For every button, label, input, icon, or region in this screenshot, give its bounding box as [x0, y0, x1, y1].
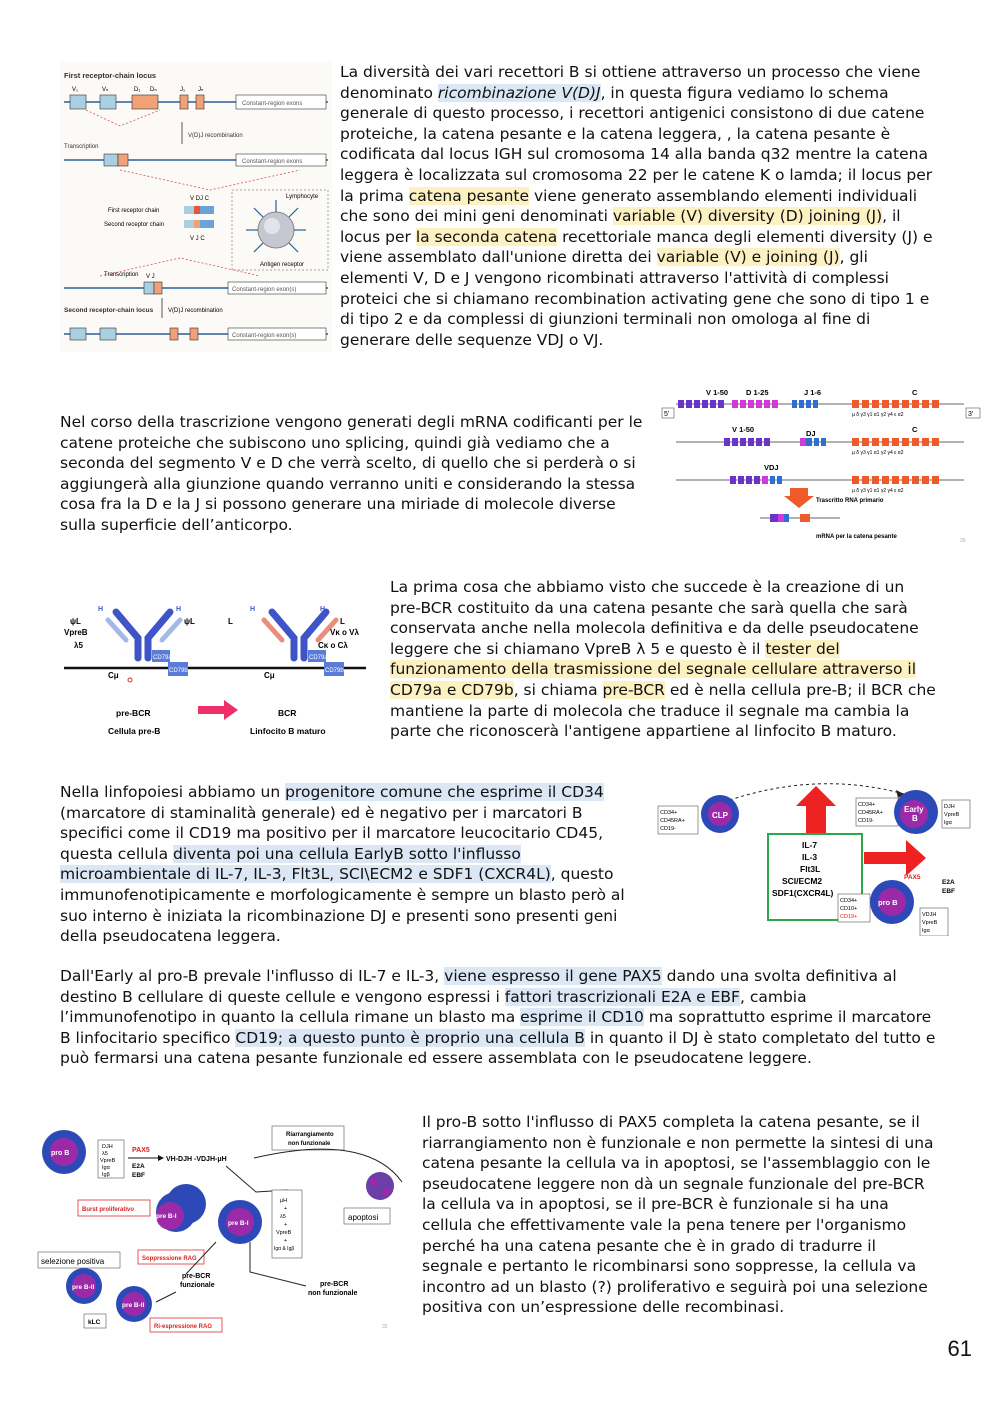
c-segment-label: C: [912, 388, 918, 397]
constant2-label: Constant-region exon(s): [232, 287, 297, 293]
p4-highlight-earlyb: diventa poi una cellula EarlyB sotto l'influsso microambientale di IL-7, IL-3, Flt3L, SCI\ECM2 e SDF1 (CXCR4L): [60, 844, 551, 884]
prob-label-fig5: pro B: [51, 1150, 70, 1157]
page-number: 61: [947, 1336, 972, 1361]
c-genes-label-3: µ δ γ3 γ1 α1 γ2 γ4 ε α2: [852, 488, 904, 494]
p1-text-c: viene generato assemblando elementi individuali che sono dei mini geni denominati: [340, 186, 918, 226]
factor-2: IL-3: [802, 852, 818, 862]
p1-highlight-vdj: ricombinazione V(D)J: [437, 83, 601, 102]
p1-text-a: La diversità dei vari recettori B si ottiene attraverso un processo che viene denominato: [340, 63, 921, 102]
selezione-label: selezione positiva: [41, 1257, 105, 1266]
cd79b-label-2: CD79b: [325, 668, 344, 674]
p4-highlight-progenitore: progenitore comune che esprime il CD34: [285, 783, 604, 801]
constant-label-2: Constant-region exons: [242, 159, 303, 165]
p4-text-b: (marcatore di staminalità generale) ed è negativo per i marcatori B specifici come il CD19 ma positivo per il marcatore leucocitario CD45, questa cellula: [60, 803, 603, 863]
antigen-receptor-label: Antigen receptor: [260, 262, 305, 268]
fig5-gene-3: VpreB: [100, 1158, 116, 1164]
p5-highlight-cd10: esprime il CD10: [520, 1008, 644, 1027]
vjc-label: V J C: [190, 236, 205, 242]
transcription-label: Transcription: [64, 144, 99, 150]
early-label-1: Early: [904, 805, 924, 814]
dj-label: DJ: [806, 429, 816, 438]
pax5-label: PAX5: [904, 874, 921, 881]
p5-highlight-cd19: CD19; a questo punto è proprio una cellula B: [235, 1028, 585, 1047]
l-label-2: L: [340, 617, 345, 626]
h-label-3: H: [250, 606, 256, 613]
fig5-gene-5: Igβ: [102, 1172, 110, 1178]
ebf-label-fig5: EBF: [132, 1172, 145, 1179]
pax5-label-fig5: PAX5: [132, 1147, 150, 1154]
vpreb-label: VpreB: [64, 628, 88, 637]
d1-label: D₁: [134, 87, 141, 93]
p4-text-c: , questo immunofenotipicamente e morfologicamente è sempre un blasto però al suo interno è iniziata la ricombinazione DJ e presenti sono presenti geni della pseudocatena leggera.: [60, 865, 625, 946]
prebcell-label: Cellula pre-B: [108, 726, 161, 736]
ebf-label: EBF: [942, 888, 955, 895]
prebcr-f-1: pre-BCR: [182, 1273, 211, 1280]
clp-label: CLP: [712, 811, 728, 820]
early-marker-3: CD19-: [858, 818, 874, 824]
cmu-label-2: Cμ: [264, 671, 275, 680]
cd79a-label-2: CD79a: [309, 655, 328, 661]
v-segment-label-2: V 1-50: [732, 425, 755, 434]
prob-marker-3: CD19+: [840, 914, 858, 920]
fig5-gene-4: Igα: [102, 1165, 110, 1171]
p5-text-a: Dall'Early al pro-B prevale l'influsso di IL-7 e IL-3,: [60, 967, 445, 985]
prob-gene-2: VpreB: [922, 920, 938, 926]
prob-marker-1: CD34+: [840, 898, 858, 904]
ck-label: Cκ o Cλ: [318, 641, 348, 650]
chain-label: VH-DJH -VDJH-μH: [166, 1156, 227, 1163]
chain-comp-7: Igα & Igβ: [274, 1246, 295, 1252]
five-prime-label: 5': [664, 411, 670, 418]
p1-highlight-vj-segments: variable (V) e joining (J): [656, 248, 840, 267]
constant2-label-2: Constant-region exon(s): [232, 333, 297, 339]
early-gene-3: Igα: [944, 820, 952, 826]
lambda5-label: λ5: [74, 641, 83, 650]
p5-highlight-pax5: viene espresso il gene PAX5: [444, 967, 662, 985]
p5-text-b: dando una svolta definitiva al destino B cellulare di queste cellule e vengono espressi i: [60, 967, 897, 1006]
slide-number-2: 32: [382, 1324, 388, 1330]
lymphocyte-label: Lymphocyte: [286, 194, 319, 200]
second-locus-label: Second receptor-chain locus: [64, 307, 154, 314]
p3-text-a: La prima cosa che abbiamo visto che succede è la creazione di un pre-BCR costituito da una catena pesante che sarà quella che sarà conservata anche nella molecola definitiva e da delle pseudocatene leggere che si chiamano VpreB λ 5 e questo è il: [390, 578, 919, 658]
prebi-label-2: pre B-I: [228, 1220, 249, 1227]
l-label-1: L: [228, 617, 233, 626]
clp-marker-1: CD34+: [660, 810, 678, 816]
e2a-label-fig5: E2A: [132, 1163, 145, 1170]
prebcr-bcr-figure: [60, 598, 372, 744]
paragraph-prebcr: [390, 577, 938, 742]
factor-4: SCI/ECM2: [782, 876, 823, 886]
p3-highlight-prebcr: pre-BCR: [602, 680, 665, 699]
mrna-label: mRNA per la catena pesante: [816, 534, 897, 540]
cd79b-label-1: CD79b: [169, 668, 188, 674]
c-genes-label-2: µ δ γ3 γ1 α1 γ2 γ4 ε α2: [852, 450, 904, 456]
c-segment-label-2: C: [912, 425, 918, 434]
prebii-label-1: pre B-II: [72, 1284, 95, 1291]
p5-text-e: in quanto il DJ è stato completato del tutto e può fermarsi una catena pesante funzionale ed essere assemblata con le pseudocatene leggere.: [60, 1028, 936, 1068]
h-label-4: H: [320, 606, 326, 613]
vj-recomb-label: V(D)J recombination: [168, 308, 223, 314]
apoptosi-label: apoptosi: [348, 1213, 379, 1222]
riespressione-label: Ri-espressione RAG: [154, 1324, 213, 1330]
transcription-label-2: Transcription: [104, 272, 139, 278]
prebii-label-2: pre B-II: [122, 1302, 145, 1309]
prob-marker-2: CD10+: [840, 906, 858, 912]
three-prime-label: 3': [968, 411, 974, 418]
vdjc-label: V DJ C: [190, 196, 210, 202]
prebcr-label: pre-BCR: [116, 708, 151, 718]
primary-transcript-label: Trascritto RNA primario: [816, 498, 884, 504]
h-label-1: H: [98, 606, 104, 613]
psil-label-1: ψL: [70, 617, 81, 626]
vk-label: Vκ o Vλ: [330, 628, 359, 637]
paragraph-vdj-recombination: [340, 62, 938, 350]
chain-comp-5: VpreB: [276, 1230, 292, 1236]
chain-comp-2: +: [284, 1206, 288, 1212]
p5-text-c: , cambia l’immunofenotipo in quanto la cellula rimane un blasto ma: [60, 987, 807, 1027]
chain-comp-6: +: [284, 1238, 288, 1244]
p5-highlight-e2a-ebf: fattori trascrizionali E2A e EBF: [504, 987, 740, 1006]
paragraph-linfopoiesi: [60, 782, 648, 947]
factor-1: IL-7: [802, 840, 818, 850]
p1-highlight-vdj-segments: variable (V) diversity (D) joining (J): [612, 207, 883, 226]
second-chain-label: Second receptor chain: [104, 222, 165, 228]
riarr-label-1: Riarrangiamento: [286, 1132, 334, 1138]
clp-earlyb-prob-figure: [656, 776, 972, 936]
h-label-2: H: [176, 606, 182, 613]
prob-label: pro B: [878, 898, 898, 907]
c-genes-label-1: µ δ γ3 γ1 α1 γ2 γ4 ε α2: [852, 412, 904, 418]
p3-text-c: ed è nella cellula pre-B; il BCR che mantiene la parte di molecola che traduce il segnale ma cambia la parte che riconoscerà l'antigene appartiene al linfocito B maturo.: [390, 680, 936, 741]
p1-text-f: , gli elementi V, D e J vengono ricombinati attraverso l'attività di complessi proteici che si chiamano recombination activating gene che sono di tipo 1 e di tipo 2 e da complessi di giunzioni terminali non omologa al fine di generare delle sequenze VDJ o VJ.: [340, 248, 930, 349]
constant-label: Constant-region exons: [242, 101, 303, 107]
p1-text-b: , in questa figura vediamo lo schema generale di questo processo, i recettori antigenici consistono di due catene proteiche, la catena pesante e la catena leggera, , la catena pesante è codificata dal locus IGH sul cromosoma 14 alla banda q32 mentre la catena leggera è localizzata sul cromosoma 22 per le catene K o lamda; il locus per la prima: [340, 83, 933, 205]
bmature-label: Linfocito B maturo: [250, 726, 326, 736]
prebi-label-1: pre B-I: [156, 1213, 177, 1220]
cmu-label-1: Cμ: [108, 671, 119, 680]
vn-label: Vₙ: [102, 87, 109, 93]
prebcr-f-2: funzionale: [180, 1282, 215, 1289]
vdj-label: VDJ: [764, 463, 779, 472]
chain-comp-4: +: [284, 1222, 288, 1228]
soppressione-label: Soppressione RAG: [142, 1256, 197, 1262]
prebcr-nf-2: non funzionale: [308, 1290, 358, 1297]
early-gene-1: DJH: [944, 804, 955, 810]
v-segment-label: V 1-50: [706, 388, 729, 397]
p1-highlight-heavy-chain: catena pesante: [408, 186, 530, 205]
heavy-chain-segments-figure: [660, 386, 982, 546]
first-chain-label: First receptor chain: [108, 208, 160, 214]
e2a-label: E2A: [942, 879, 955, 886]
vj-label: V J: [146, 274, 155, 280]
first-locus-label: First receptor-chain locus: [64, 71, 157, 80]
p1-text-e: recettoriale manca degli elementi diversity (J) e viene assemblato dall'unione diretta dei: [340, 227, 933, 267]
prebcr-nf-1: pre-BCR: [320, 1281, 349, 1288]
p3-text-b: , si chiama: [513, 680, 603, 699]
p4-text-a: Nella linfopoiesi abbiamo un: [60, 783, 286, 801]
fig5-gene-2: λ5: [102, 1151, 108, 1157]
prob-preb-figure: [36, 1122, 408, 1336]
early-gene-2: VpreB: [944, 812, 960, 818]
j-segment-label: J 1-6: [804, 388, 822, 397]
vdj-recombination-figure: [60, 62, 332, 352]
chain-comp-3: λ5: [280, 1214, 286, 1220]
clp-marker-3: CD19-: [660, 826, 676, 832]
j1-label: J₁: [180, 87, 186, 93]
burst-label: Burst proliferativo: [82, 1207, 135, 1213]
dn-label: Dₙ: [150, 87, 157, 93]
d-segment-label: D 1-25: [746, 388, 769, 397]
vdj-recomb-label: V(D)J recombination: [188, 133, 243, 139]
paragraph-prob-pax5: Il pro-B sotto l'influsso di PAX5 completa la catena pesante, se il riarrangiamento non è funzionale e non permette la sintesi di una catena pesante la cellula va in apoptosi, se l'assemblaggio con le pseudocatene leggere non dà un segnale funzionale del pre-BCR la cellula va in apoptosi, se il pre-BCR è funzionale si ha una cellula che effettivamente vale la pena tenere per l'organismo perché ha una catena pesante che è in grado di tradurre il segnale e pertanto le ricombinarsi sono soppresse, la cellula va incontro ad un blasto (?) proliferativo e seguirà poi una selezione positiva con un’espressione delle recombinasi.: [422, 1113, 934, 1317]
clp-marker-2: CD45RA+: [660, 818, 685, 824]
p1-highlight-second-chain: la seconda catena: [415, 227, 558, 246]
paragraph-early-prob: [60, 966, 940, 1069]
p3-highlight-tester: tester del funzionamento della trasmissione del segnale cellulare attraverso il CD79a e CD79b: [390, 639, 917, 699]
factor-3: Flt3L: [800, 864, 821, 874]
riarr-label-2: non funzionale: [288, 1141, 331, 1147]
v1-label: V₁: [72, 87, 79, 93]
prob-gene-1: VDJH: [922, 912, 937, 918]
bcr-label: BCR: [278, 708, 297, 718]
early-label-2: B: [912, 814, 918, 823]
early-marker-1: CD34+: [858, 802, 876, 808]
cd79a-label-1: CD79a: [153, 655, 172, 661]
paragraph-mrna-splicing: Nel corso della trascrizione vengono generati degli mRNA codificanti per le catene proteiche che subiscono uno splicing, quindi già vediamo che a seconda del segmento V e D che verrà scelto, di quello che si perderà o si aggiungerà alla giunzione quando verranno uniti e considerando la stessa cosa fra la D e la J si possono generare una miriade di molecole diverse sulla superficie dell’anticorpo.: [60, 413, 643, 534]
p1-text-d: , il locus per: [340, 207, 901, 246]
prob-gene-3: Igα: [922, 928, 930, 934]
chain-comp-1: μH: [280, 1198, 288, 1204]
fig5-gene-1: DJH: [102, 1144, 113, 1150]
psil-label-2: ψL: [184, 617, 195, 626]
klc-label: kLC: [88, 1319, 101, 1326]
factor-5: SDF1(CXCR4L): [772, 888, 834, 898]
jn-label: Jₙ: [198, 87, 204, 93]
p5-text-d: ma soprattutto esprime il marcatore B linfocitario specifico: [60, 1008, 932, 1047]
slide-number-1: 26: [960, 538, 966, 544]
early-marker-2: CD45RA+: [858, 810, 883, 816]
